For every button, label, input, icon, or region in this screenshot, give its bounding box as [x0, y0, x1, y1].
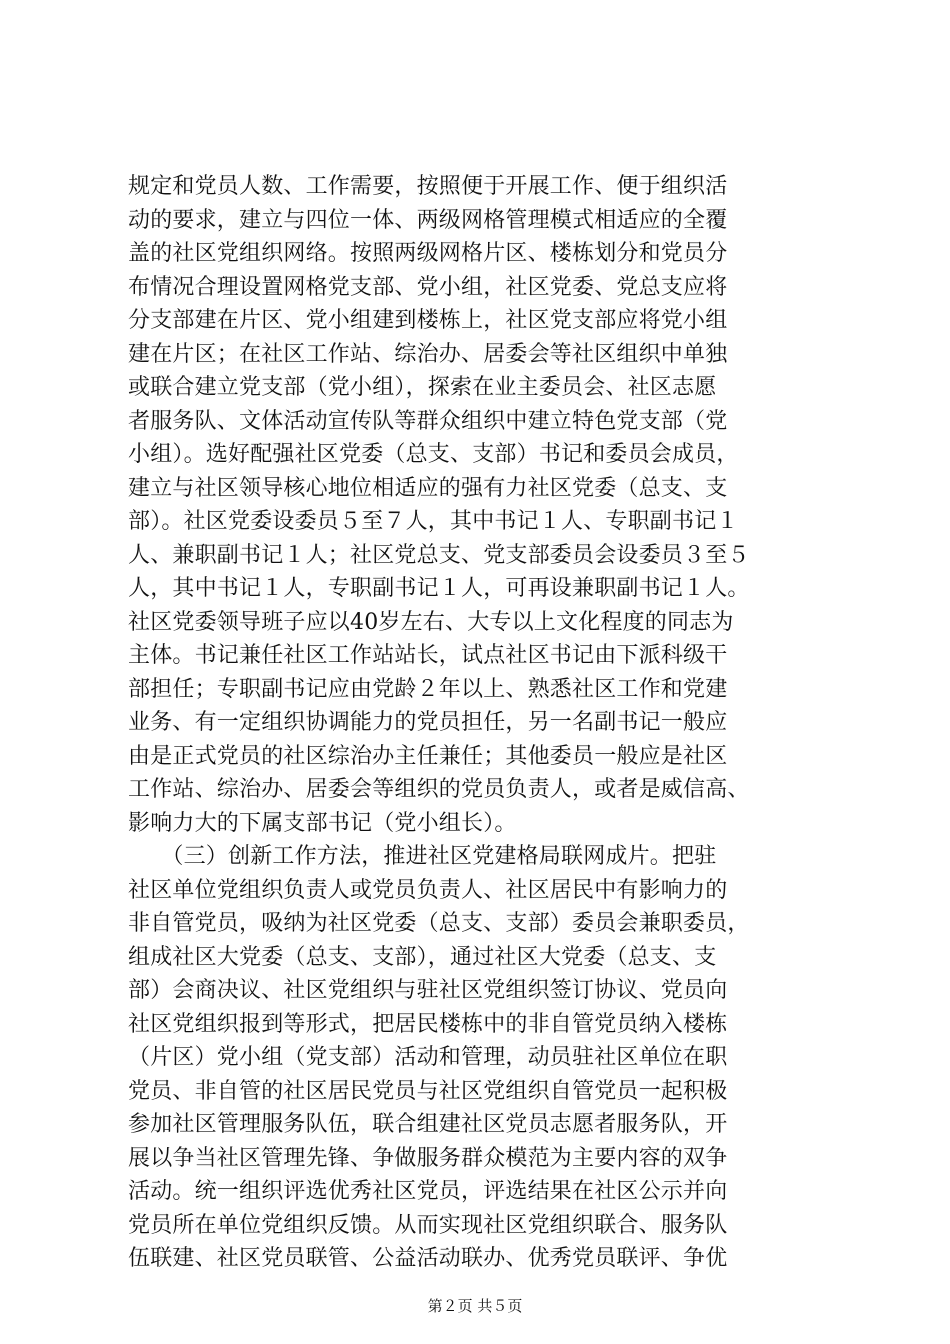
text-line: 参加社区管理服务队伍，联合组建社区党员志愿者服务队，开 — [128, 1112, 728, 1137]
text-line: 人、兼职副书记１人；社区党总支、党支部委员会设委员３至５ — [128, 542, 750, 568]
text-line: 工作站、综治办、居委会等组织的党员负责人，或者是威信高、 — [128, 777, 750, 802]
text-line: 部担任；专职副书记应由党龄２年以上、熟悉社区工作和党建 — [128, 676, 728, 702]
text-line: 盖的社区党组织网络。按照两级网格片区、楼栋划分和党员分 — [128, 241, 728, 266]
text-line: 党员所在单位党组织反馈。从而实现社区党组织联合、服务队 — [128, 1212, 728, 1238]
text-line: 主体。书记兼任社区工作站站长，试点社区书记由下派科级干 — [128, 643, 728, 668]
body-text — [128, 170, 828, 1276]
text-line: （片区）党小组（党支部）活动和管理，动员驻社区单位在职 — [128, 1045, 728, 1070]
text-line: 党员、非自管的社区居民党员与社区党组织自管党员一起积极 — [128, 1078, 728, 1104]
text-line: 伍联建、社区党员联管、公益活动联办、优秀党员联评、争优 — [128, 1246, 728, 1271]
text-line: 部）会商决议、社区党组织与驻社区党组织签订协议、党员向 — [128, 978, 728, 1003]
text-line: 人，其中书记１人，专职副书记１人，可再设兼职副书记１人。 — [128, 576, 750, 601]
page-footer — [0, 1296, 950, 1316]
text-line: 建立与社区领导核心地位相适应的强有力社区党委（总支、支 — [128, 475, 728, 501]
text-line: 建在片区；在社区工作站、综治办、居委会等社区组织中单独 — [128, 341, 728, 367]
text-line: 分支部建在片区、党小组建到楼栋上，社区党支部应将党小组 — [128, 308, 728, 333]
text-line: 小组）。选好配强社区党委（总支、支部）书记和委员会成员， — [128, 442, 739, 467]
text-line: 者服务队、文体活动宣传队等群众组织中建立特色党支部（党 — [128, 408, 728, 434]
text-line: 动的要求，建立与四位一体、两级网格管理模式相适应的全覆 — [128, 207, 728, 233]
text-line: 部）。社区党委设委员５至７人，其中书记１人、专职副书记１ — [128, 509, 739, 534]
text-line: （三）创新工作方法，推进社区党建格局联网成片。把驻 — [128, 844, 717, 869]
text-line: 活动。统一组织评选优秀社区党员，评选结果在社区公示并向 — [128, 1179, 728, 1204]
text-line: 业务、有一定组织协调能力的党员担任，另一名副书记一般应 — [128, 710, 728, 735]
text-line: 布情况合理设置网格党支部、党小组，社区党委、党总支应将 — [128, 274, 728, 300]
text-line: 规定和党员人数、工作需要，按照便于开展工作、便于组织活 — [128, 174, 728, 199]
text-line: 社区党组织报到等形式，把居民楼栋中的非自管党员纳入楼栋 — [128, 1011, 728, 1037]
text-line: 影响力大的下属支部书记（党小组长）。 — [128, 810, 517, 836]
page-number: 第２页 共５页 — [427, 1297, 523, 1315]
text-line: 展以争当社区管理先锋、争做服务群众模范为主要内容的双争 — [128, 1145, 728, 1171]
text-line: 社区单位党组织负责人或党员负责人、社区居民中有影响力的 — [128, 877, 728, 903]
text-line: 非自管党员，吸纳为社区党委（总支、支部）委员会兼职委员， — [128, 911, 750, 936]
text-line: 或联合建立党支部（党小组），探索在业主委员会、社区志愿 — [128, 375, 717, 400]
text-line: 组成社区大党委（总支、支部），通过社区大党委（总支、支 — [128, 944, 717, 970]
text-line: 由是正式党员的社区综治办主任兼任；其他委员一般应是社区 — [128, 743, 728, 769]
text-line: 社区党委领导班子应以40岁左右、大专以上文化程度的同志为 — [128, 609, 734, 635]
